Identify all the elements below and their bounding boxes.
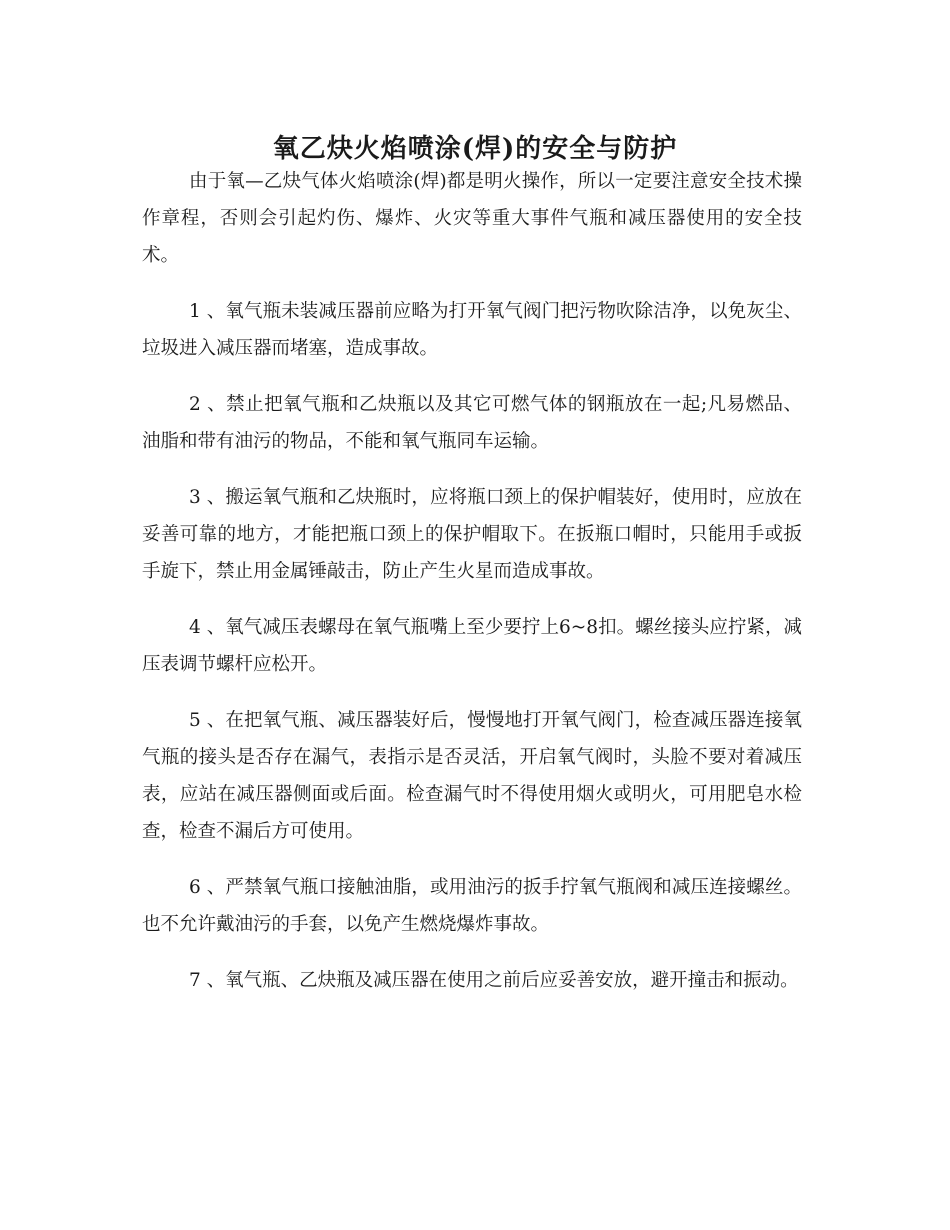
- rule-paragraph-3: 3 、搬运氧气瓶和乙炔瓶时，应将瓶口颈上的保护帽装好，使用时，应放在妥善可靠的地方，才能把瓶口颈上的保护帽取下。在扳瓶口帽时，只能用手或扳手旋下，禁止用金属锤敲击，防止产生火星而造成事故。: [142, 487, 802, 582]
- document-body: [142, 163, 802, 1018]
- document-title: 氧乙炔火焰喷涂(焊)的安全与防护: [272, 134, 678, 165]
- rule-paragraph-1: 1 、氧气瓶未装减压器前应略为打开氧气阀门把污物吹除洁净，以免灰尘、垃圾进入减压器而堵塞，造成事故。: [142, 301, 802, 359]
- rule-paragraph-4: 4 、氧气减压表螺母在氧气瓶嘴上至少要拧上6~8扣。螺丝接头应拧紧，减压表调节螺杆应松开。: [142, 617, 802, 675]
- rule-paragraph-2: 2 、禁止把氧气瓶和乙炔瓶以及其它可燃气体的钢瓶放在一起;凡易燃品、油脂和带有油污的物品，不能和氧气瓶同车运输。: [142, 394, 802, 452]
- rule-paragraph-7: 7 、氧气瓶、乙炔瓶及减压器在使用之前后应妥善安放，避开撞击和振动。: [189, 970, 799, 991]
- rule-paragraph-6: 6 、严禁氧气瓶口接触油脂，或用油污的扳手拧氧气瓶阀和减压连接螺丝。也不允许戴油污的手套，以免产生燃烧爆炸事故。: [142, 877, 802, 935]
- intro-paragraph: 由于氧—乙炔气体火焰喷涂(焊)都是明火操作，所以一定要注意安全技术操作章程，否则会引起灼伤、爆炸、火灾等重大事件气瓶和减压器使用的安全技术。: [142, 171, 802, 266]
- rule-paragraph-5: 5 、在把氧气瓶、减压器装好后，慢慢地打开氧气阀门，检查减压器连接氧气瓶的接头是否存在漏气，表指示是否灵活，开启氧气阀时，头脸不要对着减压表，应站在减压器侧面或后面。检查漏气时不得使用烟火或明火，可用肥皂水检查，检查不漏后方可使用。: [142, 710, 802, 842]
